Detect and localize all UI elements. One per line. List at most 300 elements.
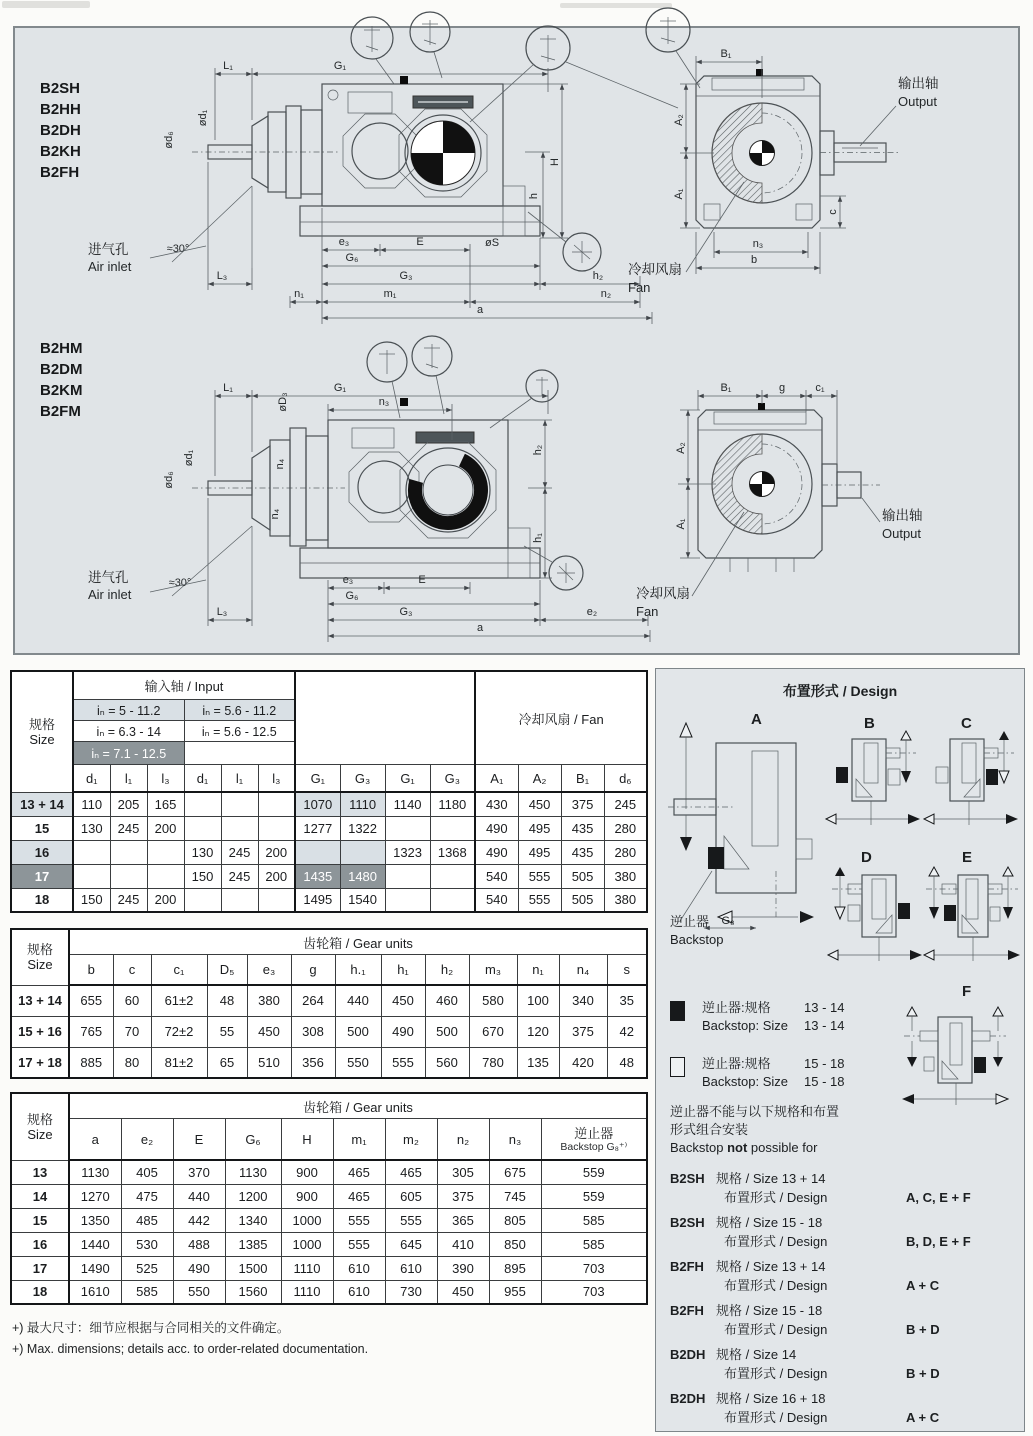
value-cell: 1322 [340, 816, 385, 840]
value-cell: 1495 [295, 888, 340, 912]
col-header: l₃ [258, 765, 295, 793]
value-cell [258, 888, 295, 912]
dim-label: A₁ [675, 518, 687, 530]
col-header: G₃ [340, 765, 385, 793]
model-name: B2FM [40, 403, 81, 420]
note-cn-line2: 形式组合安装 [670, 1122, 749, 1137]
value-cell: 605 [385, 1184, 437, 1208]
dim-label: a [476, 304, 484, 316]
value-cell [385, 888, 430, 912]
air-inlet-label-cn: 进气孔 [88, 570, 129, 585]
value-cell: 1180 [430, 792, 475, 816]
legend-en: Backstop: Size [702, 1018, 788, 1033]
col-header: s [607, 955, 647, 986]
table-row [11, 864, 647, 888]
value-cell: 1277 [295, 816, 340, 840]
table-row [11, 1280, 647, 1304]
col-header: h.₁ [335, 955, 381, 986]
dim-label: h [528, 192, 540, 200]
design-diagram-D [824, 863, 924, 981]
dim-label: n₃ [752, 238, 764, 250]
col-header: D₅ [207, 955, 247, 986]
value-cell: 530 [121, 1232, 173, 1256]
value-cell: 450 [381, 985, 425, 1016]
value-cell: 245 [604, 792, 647, 816]
value-cell: 380 [604, 864, 647, 888]
dim-label: G₃ [399, 270, 413, 282]
legend-cn: 逆止器:规格 [702, 1056, 771, 1071]
dimension-drawings-panel [0, 0, 1033, 660]
combo-size-line [670, 1169, 1016, 1188]
design-letter-B: B [864, 715, 875, 732]
value-cell: 505 [561, 888, 604, 912]
value-cell: 1385 [225, 1232, 281, 1256]
value-cell: 540 [475, 888, 518, 912]
combo-size: 规格 / Size 15 - 18 [716, 1303, 823, 1318]
legend-cn-range: 15 - 18 [804, 1056, 845, 1071]
value-cell: 490 [475, 816, 518, 840]
air-inlet-label-en: Air inlet [88, 259, 132, 274]
dim-label: E [418, 574, 426, 586]
dim-label: ød₆ [163, 471, 175, 489]
value-cell: 900 [281, 1160, 333, 1184]
col-header: n₃ [489, 1119, 541, 1161]
table-row [11, 1184, 647, 1208]
dim-label: A₁ [673, 188, 685, 200]
input-table-body [11, 792, 647, 912]
col-header: G₁ [295, 765, 340, 793]
value-cell: 1340 [225, 1208, 281, 1232]
value-cell: 450 [437, 1280, 489, 1304]
dim-label: h₁ [532, 533, 544, 543]
panel-background [14, 27, 1019, 654]
gear-table2-body [11, 1160, 647, 1304]
ratio-range: iₙ = 5.6 - 11.2 [184, 700, 295, 721]
design-diagram-F [894, 999, 1019, 1117]
value-cell: 580 [469, 985, 517, 1016]
value-cell: 120 [517, 1016, 559, 1047]
legend-cn-range: 13 - 14 [804, 1000, 845, 1015]
value-cell: 1200 [225, 1184, 281, 1208]
dim-label: G₁ [333, 60, 347, 72]
ratio-range: iₙ = 6.3 - 14 [73, 721, 184, 742]
value-cell: 150 [184, 864, 221, 888]
design-panel [655, 668, 1025, 1432]
table-row [11, 1232, 647, 1256]
input-group-header: 输入轴 / Input [73, 671, 295, 700]
value-cell: 955 [489, 1280, 541, 1304]
col-header: l₁ [221, 765, 258, 793]
combo-model: B2FH [670, 1303, 704, 1318]
backstop-callout-cn: 逆止器 [670, 914, 710, 929]
combo-design-line [670, 1364, 1016, 1383]
table-row [11, 816, 647, 840]
backstop-col-header [541, 1119, 647, 1161]
dim-label: ød₁ [197, 109, 209, 127]
combo-model: B2FH [670, 1259, 704, 1274]
combo-design-label: 布置形式 / Design [724, 1190, 828, 1205]
model-name: B2KM [40, 382, 83, 399]
value-cell: 703 [541, 1256, 647, 1280]
model-list-mid [40, 338, 83, 422]
fan-label-cn: 冷却风扇 [628, 262, 682, 277]
value-cell: 900 [281, 1184, 333, 1208]
note-cn-line1: 逆止器不能与以下规格和布置 [670, 1104, 840, 1119]
value-cell [258, 816, 295, 840]
value-cell: 780 [469, 1047, 517, 1078]
dim-label: B₁ [720, 48, 732, 60]
combo-size: 规格 / Size 16 + 18 [716, 1391, 826, 1406]
col-header: G₃ [430, 765, 475, 793]
combo-size: 规格 / Size 14 [716, 1347, 797, 1362]
value-cell [385, 816, 430, 840]
col-header: l₃ [147, 765, 184, 793]
size-header-en: Size [27, 1126, 53, 1142]
dim-label: c [827, 209, 839, 215]
size-header-cn: 规格 [26, 1111, 53, 1127]
value-cell: 308 [291, 1016, 335, 1047]
value-cell: 430 [475, 792, 518, 816]
value-cell: 490 [173, 1256, 225, 1280]
value-cell: 885 [69, 1047, 113, 1078]
value-cell: 435 [561, 840, 604, 864]
value-cell: 440 [173, 1184, 225, 1208]
legend-line-en [702, 1017, 844, 1035]
value-cell: 1610 [69, 1280, 121, 1304]
value-cell: 525 [121, 1256, 173, 1280]
combo-design-line [670, 1188, 1016, 1207]
value-cell [340, 840, 385, 864]
combo-size: 规格 / Size 13 + 14 [716, 1259, 826, 1274]
legend-en-range: 15 - 18 [804, 1074, 845, 1089]
combo-item [670, 1345, 1016, 1383]
value-cell: 165 [147, 792, 184, 816]
design-letter-E: E [962, 849, 973, 866]
table-row [11, 888, 647, 912]
legend-line-cn [702, 1055, 844, 1073]
value-cell: 420 [559, 1047, 607, 1078]
value-cell: 70 [113, 1016, 151, 1047]
dim-label: n₄ [274, 458, 286, 470]
value-cell: 555 [518, 864, 561, 888]
value-cell: 540 [475, 864, 518, 888]
model-name: B2DM [40, 361, 83, 378]
table-row [11, 792, 647, 816]
dim-label: ≈30° [166, 243, 190, 255]
size-header-en: Size [29, 731, 55, 747]
ratio-range-empty [184, 742, 295, 765]
design-diagram-E [922, 863, 1022, 981]
value-cell: 465 [333, 1184, 385, 1208]
model-name: B2FH [40, 164, 80, 181]
combo-item [670, 1389, 1016, 1427]
value-cell: 675 [489, 1160, 541, 1184]
col-header: E [173, 1119, 225, 1161]
value-cell: 1110 [281, 1256, 333, 1280]
col-header: g [291, 955, 335, 986]
value-cell: 80 [113, 1047, 151, 1078]
output-label-cn: 输出轴 [898, 76, 939, 91]
backstop-legend-size15-18 [670, 1055, 844, 1091]
legend-en: Backstop: Size [702, 1074, 788, 1089]
value-cell: 1435 [295, 864, 340, 888]
legend-line-cn [702, 999, 844, 1017]
col-header: n₂ [437, 1119, 489, 1161]
value-cell: 450 [518, 792, 561, 816]
dim-label: G₆ [345, 252, 359, 264]
size-cell: 18 [11, 888, 73, 912]
dim-label: b [750, 254, 758, 266]
value-cell: 340 [559, 985, 607, 1016]
value-cell [221, 888, 258, 912]
design-diagram-C [922, 727, 1022, 845]
output-label-en: Output [882, 526, 922, 541]
size-cell: 15 + 16 [11, 1016, 69, 1047]
model-name: B2HH [40, 101, 81, 118]
size-header [11, 929, 69, 985]
value-cell: 245 [221, 864, 258, 888]
value-cell: 1560 [225, 1280, 281, 1304]
backstop-header-cn: 逆止器 [574, 1125, 614, 1141]
size-cell: 13 + 14 [11, 985, 69, 1016]
table-row [11, 1016, 647, 1047]
value-cell: 500 [425, 1016, 469, 1047]
dim-label: h₂ [592, 270, 604, 282]
value-cell: 850 [489, 1232, 541, 1256]
dim-label: n₃ [378, 396, 390, 408]
dim-label: h₂ [532, 444, 544, 456]
col-header: d₁ [73, 765, 110, 793]
col-header: a [69, 1119, 121, 1161]
value-cell: 610 [385, 1256, 437, 1280]
table-row [11, 1047, 647, 1078]
gear-units-group-header: 齿轮箱 / Gear units [69, 1093, 647, 1119]
value-cell: 703 [541, 1280, 647, 1304]
value-cell: 555 [333, 1232, 385, 1256]
footnote-cn: +) 最大尺寸：细节应根据与合同相关的文件确定。 [12, 1321, 290, 1335]
value-cell: 205 [110, 792, 147, 816]
output-label-en: Output [898, 94, 938, 109]
fan-label-cn: 冷却风扇 [636, 586, 690, 601]
combo-item [670, 1169, 1016, 1207]
value-cell: 110 [73, 792, 110, 816]
value-cell: 65 [207, 1047, 247, 1078]
value-cell: 485 [121, 1208, 173, 1232]
combo-item [670, 1213, 1016, 1251]
value-cell: 130 [73, 816, 110, 840]
value-cell: 495 [518, 840, 561, 864]
combo-size-line [670, 1257, 1016, 1276]
size-header [11, 671, 73, 792]
value-cell: 895 [489, 1256, 541, 1280]
dim-label: n₄ [269, 508, 281, 520]
dim-label: A₂ [673, 114, 685, 126]
table-row [11, 985, 647, 1016]
dim-label: n₂ [600, 288, 612, 300]
value-cell [221, 816, 258, 840]
size-header [11, 1093, 69, 1160]
legend-en-range: 13 - 14 [804, 1018, 845, 1033]
dim-label: ød₁ [183, 449, 195, 467]
value-cell [110, 864, 147, 888]
legend-cn: 逆止器:规格 [702, 1000, 771, 1015]
dim-label: e₂ [586, 606, 598, 618]
size-cell: 14 [11, 1184, 69, 1208]
dim-label: m₁ [383, 288, 397, 300]
size-cell: 13 + 14 [11, 792, 73, 816]
output-label-cn: 输出轴 [882, 508, 923, 523]
combo-design-label: 布置形式 / Design [724, 1366, 828, 1381]
col-header: e₃ [247, 955, 291, 986]
value-cell: 1440 [69, 1232, 121, 1256]
value-cell: 245 [110, 888, 147, 912]
value-cell: 280 [604, 816, 647, 840]
combo-model: B2SH [670, 1215, 705, 1230]
dim-label: øS [484, 237, 500, 249]
value-cell: 390 [437, 1256, 489, 1280]
value-cell: 1110 [340, 792, 385, 816]
value-cell [73, 840, 110, 864]
note-en-bold: not [727, 1140, 748, 1155]
combo-designs: A + C [906, 1410, 940, 1425]
combo-designs: A, C, E + F [906, 1190, 971, 1205]
size-cell: 17 [11, 1256, 69, 1280]
value-cell: 490 [475, 840, 518, 864]
ratio-range: iₙ = 5 - 11.2 [73, 700, 184, 721]
note-en-post: possible for [747, 1140, 818, 1155]
col-header: m₃ [469, 955, 517, 986]
value-cell: 1000 [281, 1232, 333, 1256]
value-cell: 505 [561, 864, 604, 888]
model-name: B2SH [40, 80, 81, 97]
model-list-top [40, 78, 81, 183]
value-cell: 1130 [69, 1160, 121, 1184]
col-header: H [281, 1119, 333, 1161]
col-header: e₂ [121, 1119, 173, 1161]
value-cell: 200 [147, 888, 184, 912]
value-cell: 61±2 [151, 985, 207, 1016]
legend-line-en [702, 1073, 844, 1091]
value-cell: 610 [333, 1280, 385, 1304]
design-letter-C: C [961, 715, 972, 732]
value-cell: 465 [385, 1160, 437, 1184]
col-header: d₁ [184, 765, 221, 793]
value-cell: 765 [69, 1016, 113, 1047]
dim-label-g8: G₈ [721, 915, 735, 927]
col-header: B₁ [561, 765, 604, 793]
value-cell [430, 888, 475, 912]
value-cell: 655 [69, 985, 113, 1016]
dim-label: øD₃ [277, 392, 289, 412]
dim-label: G₁ [333, 382, 347, 394]
size-cell: 15 [11, 816, 73, 840]
value-cell: 550 [335, 1047, 381, 1078]
col-header: A₂ [518, 765, 561, 793]
col-header: m₂ [385, 1119, 437, 1161]
combo-designs: B + D [906, 1366, 940, 1381]
value-cell [184, 888, 221, 912]
fan-label-en: Fan [636, 604, 659, 619]
size-header-cn: 规格 [26, 942, 53, 958]
value-cell: 150 [73, 888, 110, 912]
value-cell: 405 [121, 1160, 173, 1184]
dim-label: L₃ [216, 270, 228, 282]
footnote-en: +) Max. dimensions; details acc. to order-related documentation. [12, 1342, 369, 1356]
value-cell: 495 [518, 816, 561, 840]
dim-label: c₁ [815, 382, 825, 394]
value-cell [295, 840, 340, 864]
value-cell: 1323 [385, 840, 430, 864]
value-cell: 1000 [281, 1208, 333, 1232]
col-header: d₆ [604, 765, 647, 793]
size-cell: 17 + 18 [11, 1047, 69, 1078]
value-cell: 550 [173, 1280, 225, 1304]
value-cell: 245 [110, 816, 147, 840]
value-cell: 375 [559, 1016, 607, 1047]
dim-label: ød₆ [163, 131, 175, 149]
value-cell: 135 [517, 1047, 559, 1078]
gear-units-table-2 [10, 1092, 648, 1305]
combo-design-label: 布置形式 / Design [724, 1410, 828, 1425]
value-cell: 555 [518, 888, 561, 912]
design-letter-F: F [962, 983, 972, 1000]
gear-table1-body [11, 985, 647, 1078]
combo-designs: B, D, E + F [906, 1234, 971, 1249]
dim-label: L₁ [223, 60, 233, 72]
value-cell: 555 [385, 1208, 437, 1232]
value-cell: 130 [184, 840, 221, 864]
value-cell: 559 [541, 1160, 647, 1184]
combo-size: 规格 / Size 15 - 18 [716, 1215, 823, 1230]
value-cell: 305 [437, 1160, 489, 1184]
combo-design-label: 布置形式 / Design [724, 1234, 828, 1249]
size-cell: 18 [11, 1280, 69, 1304]
value-cell: 1368 [430, 840, 475, 864]
combo-designs: B + D [906, 1322, 940, 1337]
combo-design-label: 布置形式 / Design [724, 1322, 828, 1337]
dim-label: g [778, 382, 786, 394]
col-header: A₁ [475, 765, 518, 793]
value-cell: 1130 [225, 1160, 281, 1184]
value-cell: 200 [258, 840, 295, 864]
value-cell: 450 [247, 1016, 291, 1047]
dim-label: L₁ [223, 382, 233, 394]
open-square-icon [670, 1057, 685, 1077]
design-letter-D: D [861, 849, 872, 866]
value-cell: 1270 [69, 1184, 121, 1208]
value-cell [430, 816, 475, 840]
backstop-note [670, 1103, 839, 1157]
air-inlet-label-en: Air inlet [88, 587, 132, 602]
value-cell: 475 [121, 1184, 173, 1208]
value-cell: 440 [335, 985, 381, 1016]
value-cell: 60 [113, 985, 151, 1016]
value-cell: 100 [517, 985, 559, 1016]
value-cell: 380 [247, 985, 291, 1016]
dim-label: n₁ [294, 288, 304, 300]
col-header: c [113, 955, 151, 986]
value-cell: 730 [385, 1280, 437, 1304]
size-cell: 13 [11, 1160, 69, 1184]
combo-design-line [670, 1408, 1016, 1427]
value-cell: 500 [335, 1016, 381, 1047]
value-cell: 488 [173, 1232, 225, 1256]
col-header: n₄ [559, 955, 607, 986]
value-cell: 1490 [69, 1256, 121, 1280]
value-cell: 560 [425, 1047, 469, 1078]
combo-designs: A + C [906, 1278, 940, 1293]
model-name: B2DH [40, 122, 81, 139]
